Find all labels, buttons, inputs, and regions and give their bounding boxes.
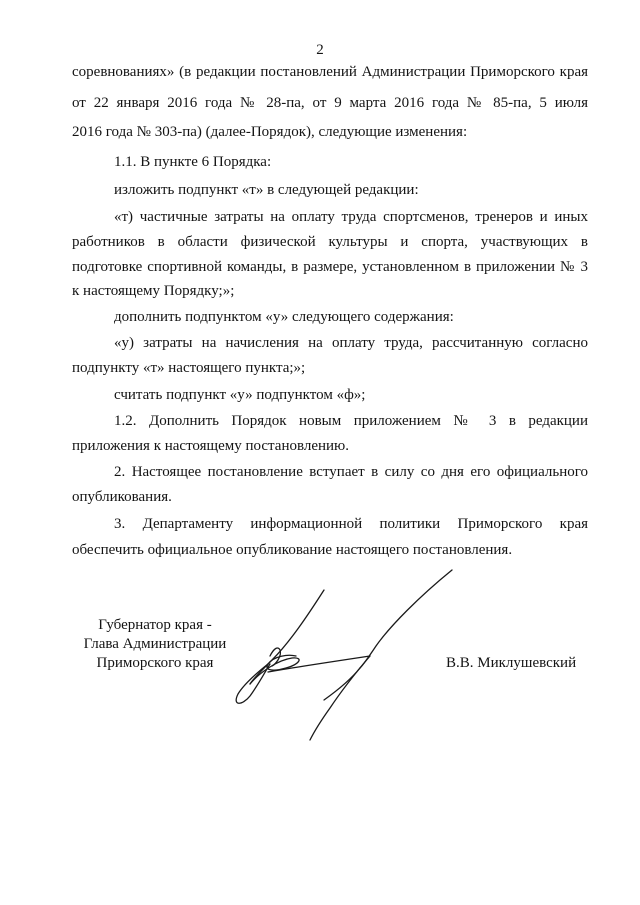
text-line: приложения к настоящему постановлению.	[72, 438, 350, 454]
page-number: 2	[316, 42, 324, 58]
text-line: 2016 года № 303-па) (далее-Порядок), следующие изменения:	[72, 124, 468, 140]
text-line: от 22 января 2016 года № 28-па, от 9 марта 2016 года № 85-па, 5 июля	[72, 95, 588, 111]
text-line: дополнить подпунктом «у» следующего содержания:	[114, 309, 454, 325]
text-line: подпункту «т» настоящего пункта;»;	[72, 360, 306, 376]
signatory-name: В.В. Миклушевский	[446, 655, 577, 671]
text-line: 1.1. В пункте 6 Порядка:	[114, 154, 272, 170]
handwritten-signature	[220, 560, 470, 750]
text-line: к настоящему Порядку;»;	[72, 283, 235, 299]
text-line: «у) затраты на начисления на оплату труда, рассчитанную согласно	[114, 335, 588, 351]
text-line: 1.2. Дополнить Порядок новым приложением № 3 в редакции	[114, 413, 588, 429]
text-line: считать подпункт «у» подпунктом «ф»;	[114, 387, 366, 403]
text-line: 3. Департаменту информационной политики Приморского края	[114, 516, 588, 532]
position-line: Приморского края	[96, 655, 214, 671]
text-line: «т) частичные затраты на оплату труда спортсменов, тренеров и иных	[114, 209, 588, 225]
signatory-position	[70, 616, 240, 673]
text-line: обеспечить официальное опубликование настоящего постановления.	[72, 542, 513, 558]
text-line: опубликования.	[72, 489, 172, 505]
text-line: 2. Настоящее постановление вступает в силу со дня его официального	[114, 464, 588, 480]
text-line: изложить подпункт «т» в следующей редакции:	[114, 182, 419, 198]
text-line: работников в области физической культуры и спорта, участвующих в	[72, 234, 588, 250]
position-line: Глава Администрации	[83, 636, 227, 652]
text-line: подготовке спортивной команды, в размере, установленном в приложении № 3	[72, 259, 588, 275]
text-line: соревнованиях» (в редакции постановлений Администрации Приморского края	[72, 64, 588, 80]
position-line: Губернатор края -	[98, 617, 212, 633]
